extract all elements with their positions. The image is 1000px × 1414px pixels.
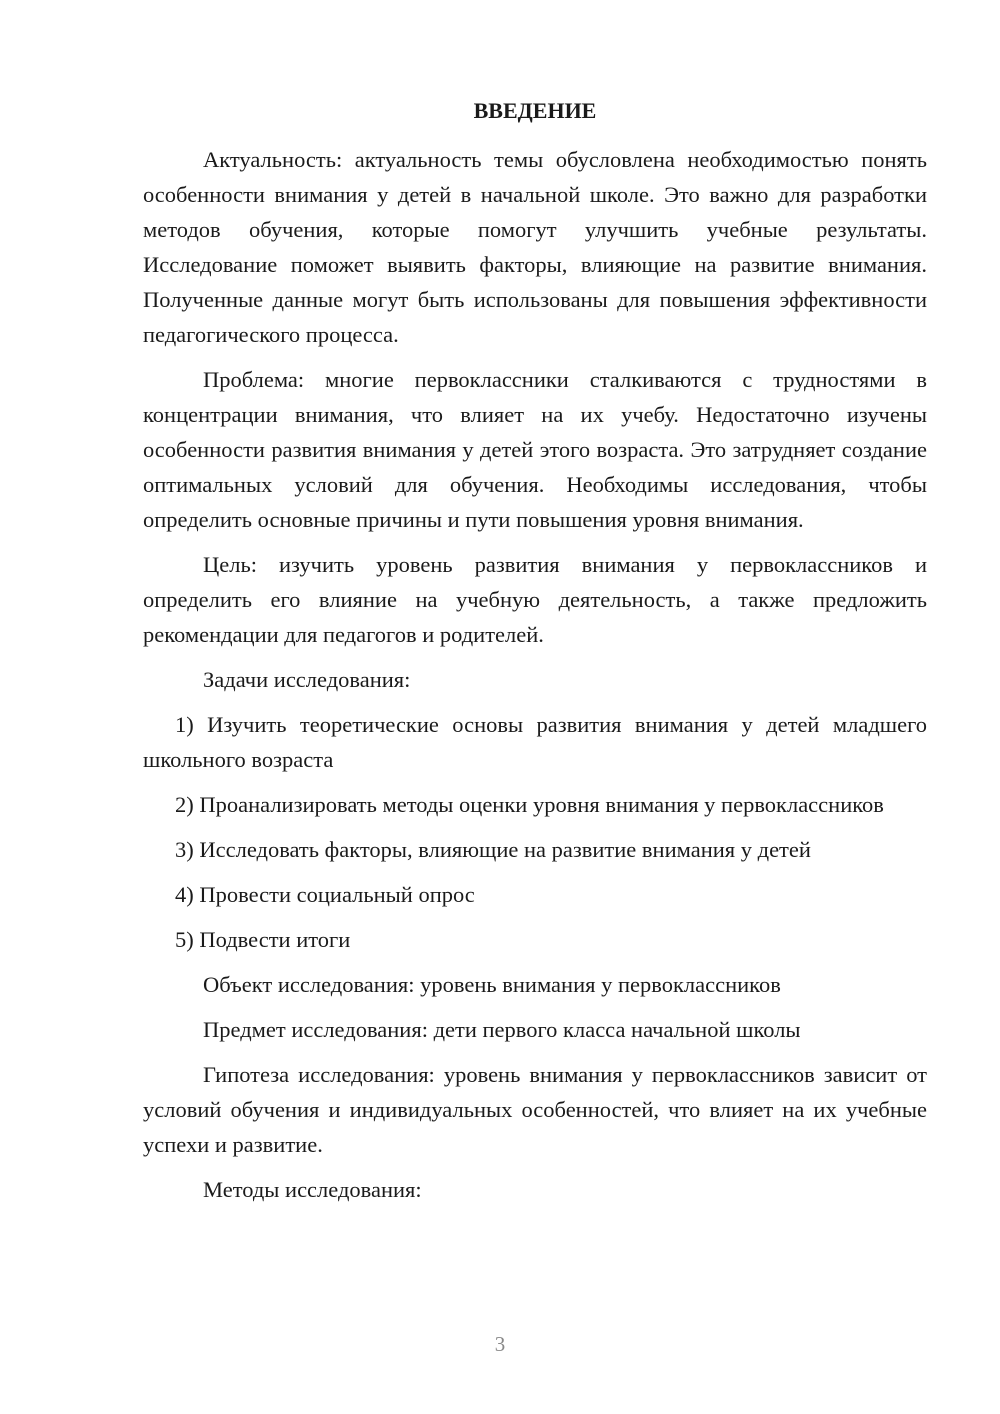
object-paragraph: Объект исследования: уровень внимания у первоклассников <box>203 972 781 997</box>
page-title: ВВЕДЕНИЕ <box>473 98 597 123</box>
methods-heading: Методы исследования: <box>203 1177 422 1202</box>
problem-paragraph: Проблема: многие первоклассники сталкиваются с трудностями в концентрации внимания, что влияет на их учебу. Недостаточно изучены особенности развития внимания у детей этого возраста. Это затрудняет создание оптимальных условий для обучения. Необходимы исследования, чтобы определить основные причины и пути повышения уровня внимания. <box>143 367 927 532</box>
subject-paragraph: Предмет исследования: дети первого класса начальной школы <box>203 1017 801 1042</box>
page-number: 3 <box>494 1332 506 1356</box>
relevance-paragraph: Актуальность: актуальность темы обусловлена необходимостью понять особенности внимания у детей в начальной школе. Это важно для разработки методов обучения, которые помогут улучшить учебные результаты. Исследование поможет выявить факторы, влияющие на развитие внимания. Полученные данные могут быть использованы для повышения эффективности педагогического процесса. <box>143 147 927 347</box>
task-item-5: 5) Подвести итоги <box>175 927 351 952</box>
page-content <box>143 93 927 1217</box>
task-item-2: 2) Проанализировать методы оценки уровня внимания у первоклассников <box>175 792 884 817</box>
hypothesis-paragraph: Гипотеза исследования: уровень внимания у первоклассников зависит от условий обучения и индивидуальных особенностей, что влияет на их учебные успехи и развитие. <box>143 1062 927 1157</box>
task-item-1: 1) Изучить теоретические основы развития внимания у детей младшего школьного возраста <box>143 712 927 772</box>
task-item-4: 4) Провести социальный опрос <box>175 882 475 907</box>
task-item-3: 3) Исследовать факторы, влияющие на развитие внимания у детей <box>175 837 811 862</box>
goal-paragraph: Цель: изучить уровень развития внимания у первоклассников и определить его влияние на учебную деятельность, а также предложить рекомендации для педагогов и родителей. <box>143 552 927 647</box>
tasks-heading: Задачи исследования: <box>203 667 411 692</box>
